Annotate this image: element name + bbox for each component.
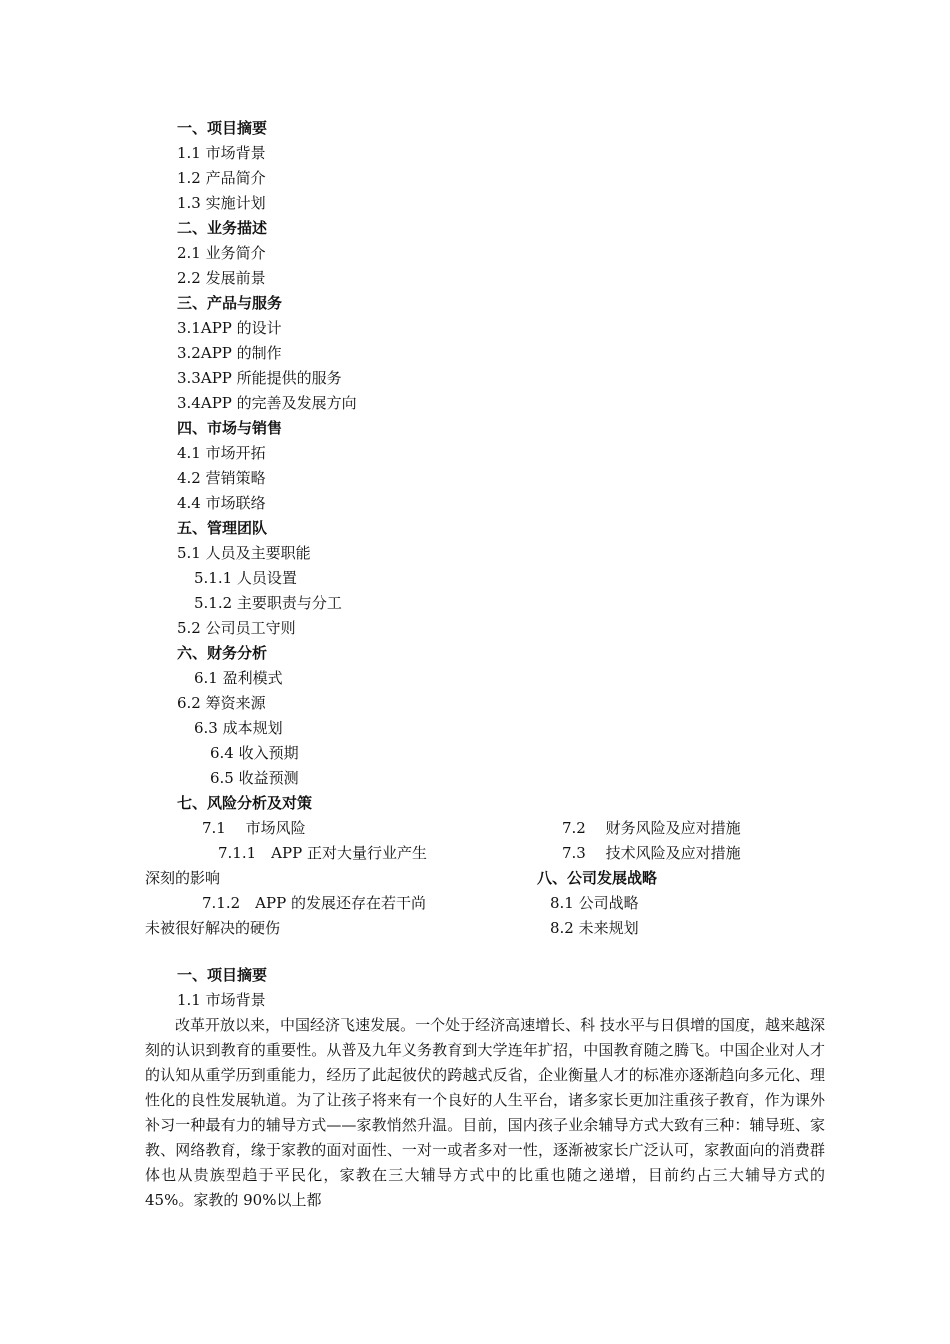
toc-entry[interactable]: 5.1.2 主要职责与分工 [194, 594, 342, 612]
toc-entry[interactable]: 7.1.1 APP 正对大量行业产生 [218, 844, 427, 862]
toc-entry[interactable]: 未被很好解决的硬伤 [145, 919, 281, 937]
toc-entry[interactable]: 3.4APP 的完善及发展方向 [177, 394, 357, 412]
toc-entry[interactable]: 6.2 筹资来源 [177, 694, 266, 712]
toc-entry[interactable]: 1.1 市场背景 [177, 144, 266, 162]
toc-entry[interactable]: 5.1 人员及主要职能 [177, 544, 311, 562]
toc-entry[interactable]: 1.3 实施计划 [177, 194, 266, 212]
toc-entry[interactable]: 3.1APP 的设计 [177, 319, 282, 337]
toc-entry[interactable]: 7.1 市场风险 [202, 819, 306, 837]
toc-entry[interactable]: 5.1.1 人员设置 [194, 569, 297, 587]
toc-entry[interactable]: 3.3APP 所能提供的服务 [177, 369, 342, 387]
toc-entry[interactable]: 7.2 财务风险及应对措施 [562, 819, 741, 837]
body-paragraph: 改革开放以来，中国经济飞速发展。一个处于经济高速增长、科 技水平与日俱增的国度，越来越深刻的认识到教育的重要性。从普及九年义务教育到大学连年扩招，中国教育随之腾飞。中国企业对人才的认知从重学历到重能力，经历了此起彼伏的跨越式反省，企业衡量人才的标准亦逐渐趋向多元化、理性化的良性发展轨道。为了让孩子将来有一个良好的人生平台，诸多家长更加注重孩子教育，作为课外补习一种最有力的辅导方式——家教悄然升温。目前，国内孩子业余辅导方式大致有三种：辅导班、家教、网络教育，缘于家教的面对面性、一对一或者多对一性，逐渐被家长广泛认可，家教面向的消费群体也从贵族型趋于平民化，家教在三大辅导方式中的比重也随之递增，目前约占三大辅导方式的 45%。家教的 90%以上都 [145, 1016, 825, 1209]
section-heading: 一、项目摘要 [177, 966, 268, 984]
toc-heading[interactable]: 八、公司发展战略 [537, 869, 658, 887]
toc-entry[interactable]: 1.2 产品简介 [177, 169, 266, 187]
toc-heading[interactable]: 三、产品与服务 [177, 294, 283, 312]
toc-heading[interactable]: 二、业务描述 [177, 219, 268, 237]
toc-entry[interactable]: 7.1.2 APP 的发展还存在若干尚 [202, 894, 426, 912]
toc-entry[interactable]: 7.3 技术风险及应对措施 [562, 844, 741, 862]
toc-entry[interactable]: 6.5 收益预测 [210, 769, 299, 787]
toc-heading[interactable]: 七、风险分析及对策 [177, 794, 313, 812]
toc-heading[interactable]: 四、市场与销售 [177, 419, 283, 437]
toc-heading[interactable]: 五、管理团队 [177, 519, 268, 537]
toc-entry[interactable]: 4.1 市场开拓 [177, 444, 266, 462]
toc-entry[interactable]: 2.1 业务简介 [177, 244, 266, 262]
toc-entry[interactable]: 8.2 未来规划 [550, 919, 639, 937]
toc-entry[interactable]: 6.1 盈利模式 [194, 669, 283, 687]
toc-entry[interactable]: 3.2APP 的制作 [177, 344, 282, 362]
toc-entry[interactable]: 6.3 成本规划 [194, 719, 283, 737]
toc-entry[interactable]: 6.4 收入预期 [210, 744, 299, 762]
toc-heading[interactable]: 一、项目摘要 [177, 119, 268, 137]
toc-entry[interactable]: 4.4 市场联络 [177, 494, 266, 512]
toc-heading[interactable]: 六、财务分析 [177, 644, 268, 662]
subsection-heading: 1.1 市场背景 [177, 991, 266, 1009]
toc-entry[interactable]: 2.2 发展前景 [177, 269, 266, 287]
toc-entry[interactable]: 8.1 公司战略 [550, 894, 639, 912]
toc-entry[interactable]: 5.2 公司员工守则 [177, 619, 296, 637]
toc-entry[interactable]: 4.2 营销策略 [177, 469, 266, 487]
toc-entry[interactable]: 深刻的影响 [145, 869, 221, 887]
